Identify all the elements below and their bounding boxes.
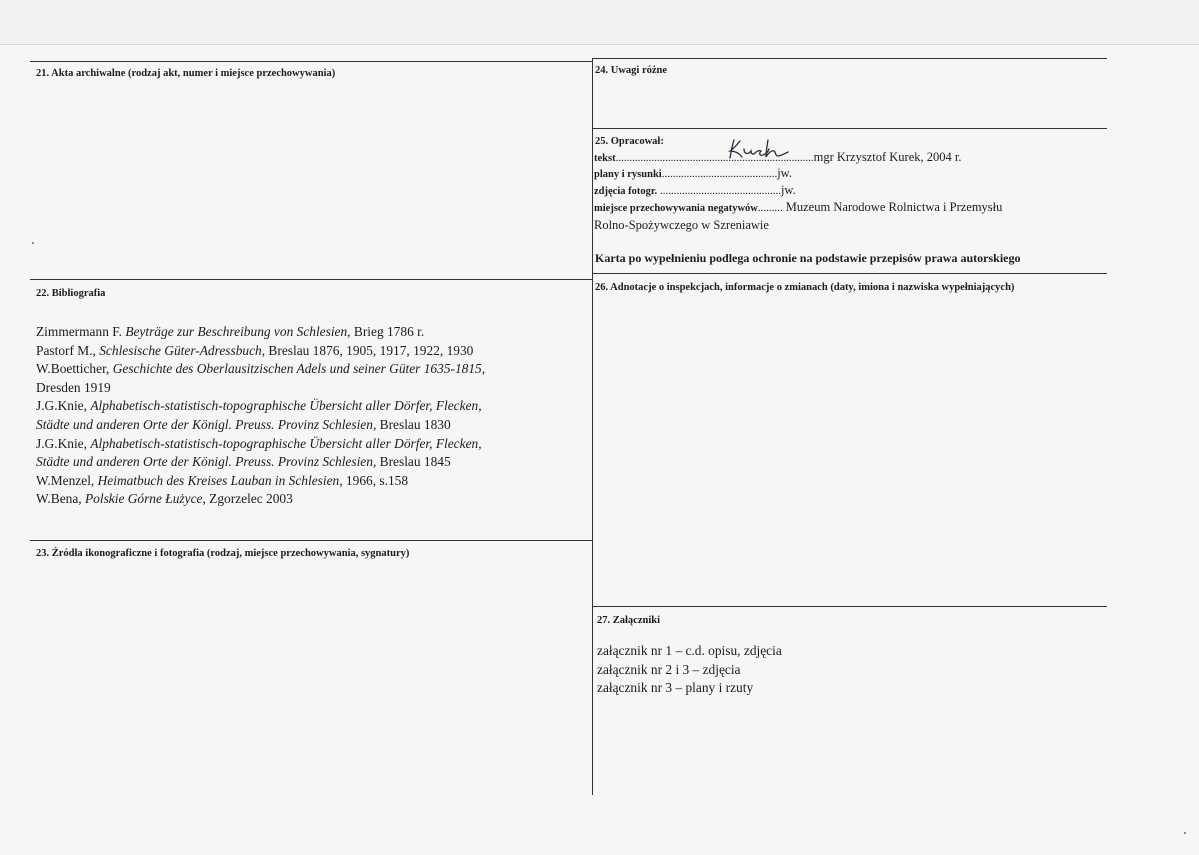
scan-top-margin <box>0 0 1199 45</box>
divider-23 <box>30 540 592 541</box>
bibliography-entry: Pastorf M., Schlesische Güter-Adressbuch, Breslau 1876, 1905, 1917, 1922, 1930 <box>36 342 474 358</box>
divider-top-left <box>30 61 592 62</box>
negatywy-value-2: Rolno-Spożywczego w Szreniawie <box>594 218 769 232</box>
section-26-title: 26. Adnotacje o inspekcjach, informacje o zmianach (daty, imiona i nazwiska wypełniających) <box>595 282 1015 293</box>
bibliography-entry: Zimmermann F. Beyträge zur Beschreibung von Schlesien, Brieg 1786 r. <box>36 324 425 339</box>
tekst-label: tekst <box>594 153 616 164</box>
bibliography-entry: Dresden 1919 <box>36 379 111 395</box>
negatywy-row-2 <box>594 218 769 233</box>
section-22-title: 22. Bibliografia <box>36 288 106 299</box>
negatywy-row <box>594 200 1002 216</box>
signature-kurek <box>726 136 796 162</box>
section-25-title: 25. Opracował: <box>595 136 664 147</box>
bibliography-entry: W.Bena, Polskie Górne Łużyce, Zgorzelec 2003 <box>36 491 293 507</box>
zdjecia-row <box>594 183 796 199</box>
copyright-note: Karta po wypełnieniu podlega ochronie na podstawie przepisów prawa autorskiego <box>595 251 1021 265</box>
section-24-title: 24. Uwagi różne <box>595 65 668 76</box>
zdjecia-label: zdjęcia fotogr. <box>594 186 658 197</box>
section-23-title: 23. Źródła ikonograficzne i fotografia (rodzaj, miejsce przechowywania, sygnatury) <box>36 548 410 559</box>
plany-label: plany i rysunki <box>594 169 662 180</box>
bibliography-entry: Städte und anderen Orte der Königl. Preuss. Provinz Schlesien, Breslau 1845 <box>36 454 451 470</box>
attachment-item: załącznik nr 3 – plany i rzuty <box>597 680 754 696</box>
negatywy-value: Muzeum Narodowe Rolnictwa i Przemysłu <box>782 200 1003 214</box>
bibliography-entry: Städte und anderen Orte der Königl. Preuss. Provinz Schlesien, Breslau 1830 <box>36 416 451 432</box>
attachments-list <box>597 642 782 698</box>
plany-row <box>594 166 792 182</box>
section-27-title: 27. Załączniki <box>597 615 661 626</box>
divider-22 <box>30 279 592 280</box>
bibliography-list <box>36 323 596 509</box>
section-21-title: 21. Akta archiwalne (rodzaj akt, numer i miejsce przechowywania) <box>36 68 336 79</box>
divider-26 <box>592 273 1107 274</box>
negatywy-label: miejsce przechowywania negatywów <box>594 203 758 214</box>
scan-speck <box>32 242 34 244</box>
divider-top-right <box>592 58 1107 59</box>
divider-25 <box>592 128 1107 129</box>
plany-value: jw. <box>777 166 793 180</box>
tekst-value: mgr Krzysztof Kurek, 2004 r. <box>813 150 962 164</box>
divider-27 <box>592 606 1107 607</box>
plany-dots: .......................................... <box>661 168 778 180</box>
scan-speck <box>1184 832 1186 834</box>
zdjecia-dots: ............................................ <box>657 185 781 197</box>
attachment-item: załącznik nr 1 – c.d. opisu, zdjęcia <box>597 643 782 658</box>
tekst-dots: ........................................................................ <box>615 152 814 164</box>
attachment-item: załącznik nr 2 i 3 – zdjęcia <box>597 661 741 677</box>
negatywy-dots: ......... <box>757 202 783 214</box>
bibliography-entry: W.Boetticher, Geschichte des Oberlausitzischen Adels und seiner Güter 1635-1815, <box>36 361 486 377</box>
zdjecia-value: jw. <box>780 183 796 197</box>
bibliography-entry: J.G.Knie, Alphabetisch-statistisch-topographische Übersicht aller Dörfer, Flecken, <box>36 435 482 451</box>
bibliography-entry: W.Menzel, Heimatbuch des Kreises Lauban in Schlesien, 1966, s.158 <box>36 472 409 488</box>
bibliography-entry: J.G.Knie, Alphabetisch-statistisch-topographische Übersicht aller Dörfer, Flecken, <box>36 398 482 414</box>
